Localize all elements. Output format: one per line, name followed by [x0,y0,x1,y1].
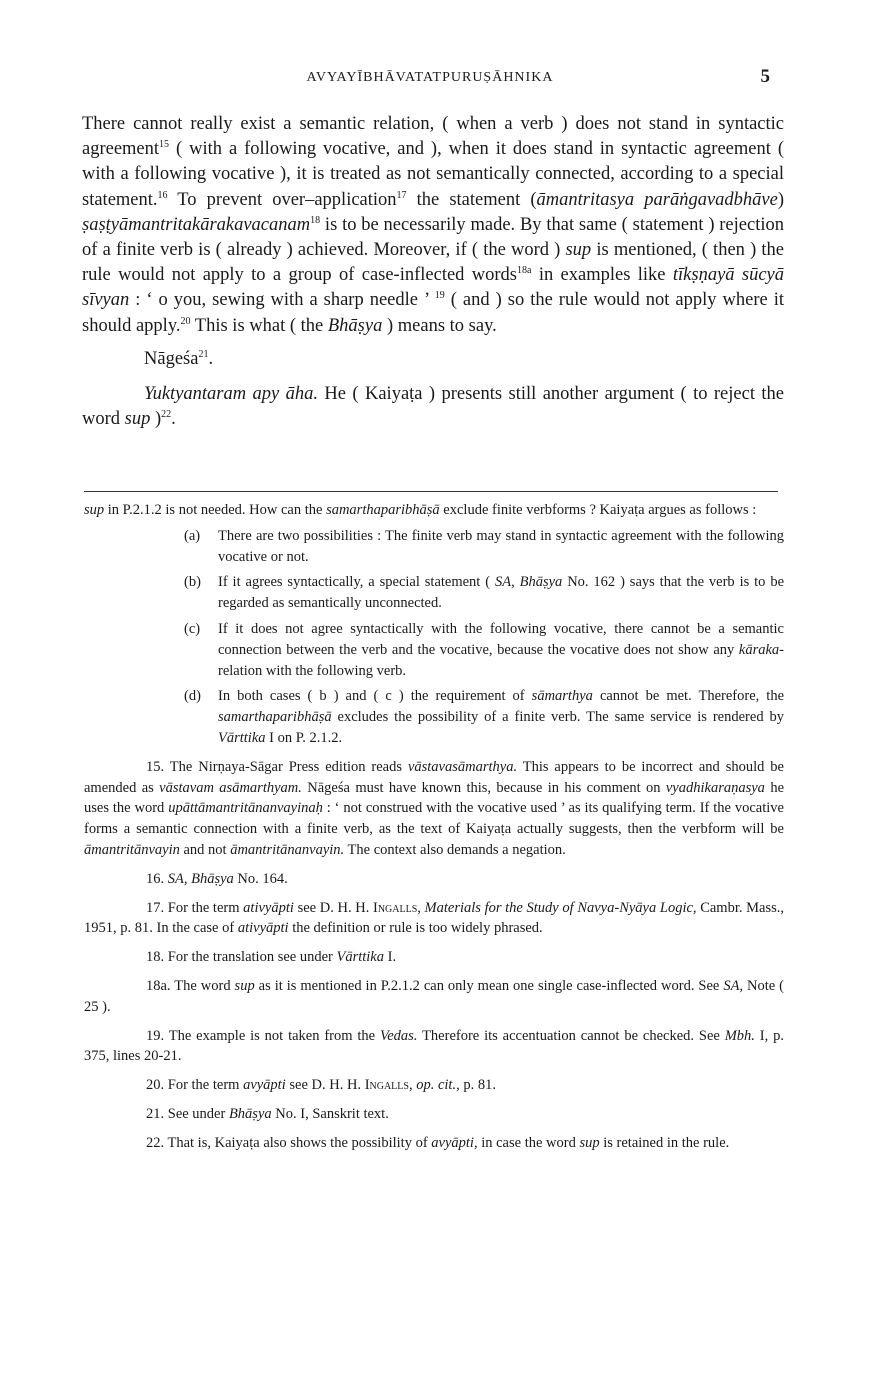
text-run: To prevent over–application [167,189,397,210]
sanskrit-term: sup [579,1134,600,1151]
sanskrit-term: sup [124,409,151,430]
reference-title: op. cit., [416,1077,460,1094]
text-run: No. 164. [233,870,288,887]
sanskrit-term: ativyāpti [237,920,289,937]
author-name: Ingalls [372,899,418,916]
text-run: in P.2.1.2 is not needed. How can the [104,502,327,518]
reference-title: SA, Bhāṣya [167,870,234,887]
text-run: He ( Kaiyaṭa ) presents still another argument ( to reject the word [82,384,784,430]
footnote-number: 16. [146,870,165,887]
sanskrit-term: tīkṣṇayā sūcyā sīvyan [82,265,784,311]
page-number: 5 [760,66,770,87]
sanskrit-term: ativyāpti [243,899,294,916]
sanskrit-term: sup [84,502,105,518]
sanskrit-term: sāmarthya [531,688,593,705]
footnotes [84,500,784,1154]
text-run: as it is mentioned in P.2.1.2 can only mean one single case-inflected word. See [254,977,724,994]
sanskrit-term: vyadhikaraṇasya [665,779,765,796]
footnote-16 [84,869,784,890]
text-run: see D. H. H. [285,1077,365,1094]
heading-text: Nāgeśa [144,348,199,369]
text-run: is mentioned, ( then ) the rule would not apply to a group of case-inflected words [82,240,784,286]
text-run: ) [150,409,162,430]
footnote-ref-21: 21 [198,348,209,360]
text-run: That is, Kaiyaṭa also shows the possibility of [164,1134,432,1151]
text-run: the statement ( [406,189,537,210]
text-run: The word [170,977,235,994]
footnote-number: 19. [146,1027,165,1044]
sanskrit-term: sup [565,240,592,261]
running-title: AVYAYĪBHĀVATATPURUṢĀHNIKA [306,70,554,85]
footnote-19 [84,1026,784,1068]
text-run: . [208,348,214,369]
reference-title: SA, Bhāṣya [494,574,563,591]
sanskrit-term: kāraka- [738,641,784,658]
footnote-ref-18: 18 [310,214,321,226]
list-item [184,686,784,748]
footnote-ref-20: 20 [180,315,191,327]
text-run: cannot be met. Therefore, the [592,688,785,705]
text-run: I. [384,949,397,966]
footnote-20 [84,1075,784,1096]
text-run: : ‘ not construed with the vocative used ’ as its qualifying term. If the vocative forms a semantic connection with a finite verb, as the text of Kaiyaṭa actually suggests, then the verbform will be [84,800,784,838]
footnote-15 [84,757,784,861]
reference-title: Materials for the Study of Navya-Nyāya Logic, [424,899,697,916]
text-run: This appears to be incorrect and should be amended as [84,758,784,796]
text-run: For the term [164,899,244,916]
footnote-number: 17. [146,899,165,916]
list-item [184,526,784,568]
sanskrit-term: Vārttika [218,729,266,746]
footnote-ref-17: 17 [396,189,407,201]
reference-title: Mbh. [724,1027,755,1044]
text-run: , [408,1077,417,1094]
footnote-ref-19: 19 [434,290,445,302]
text-run: , [417,899,425,916]
footnote-17 [84,898,784,940]
paragraph-commentary [82,382,784,432]
text-run: If it agrees syntactically, a special statement ( [218,574,495,591]
argument-list [84,526,784,749]
text-run: the definition or rule is too widely phrased. [288,920,543,937]
text-run: No. 162 ) says that the verb is to be regarded as semantically unconnected. [218,574,785,612]
footnote-number: 18. [146,949,165,966]
text-run: Note ( 25 ). [84,977,784,1015]
reference-title: SA, [723,977,744,994]
text-run: For the term [164,1077,244,1094]
main-text [82,112,784,432]
author-name: Ingalls [364,1077,409,1094]
text-run: Nāgeśa must have known this, because in his comment on [301,779,666,796]
text-run: For the translation see under [164,949,337,966]
text-run: in examples like [531,265,673,286]
list-label: (a) [184,527,201,544]
text-run: is retained in the rule. [599,1134,730,1151]
text-run: relation with the following verb. [218,662,407,679]
sanskrit-term: sup [234,977,255,994]
text-run: ) [777,189,784,210]
sanskrit-term: samarthaparibhāṣā [326,502,440,518]
footnote-ref-16: 16 [157,189,168,201]
text-run: Therefore its accentuation cannot be checked. See [417,1027,725,1044]
footnote-number: 22. [146,1134,165,1151]
sanskrit-term: avyāpti [243,1077,286,1094]
text-run: ) means to say. [382,315,497,336]
paragraph-translation [82,112,784,339]
text-run: . [171,409,176,430]
sanskrit-term: samarthaparibhāṣā [218,709,332,726]
footnote-18a [84,976,784,1018]
list-label: (b) [184,574,201,591]
footnote-number: 20. [146,1077,165,1094]
text-run: No. I, Sanskrit text. [271,1105,389,1122]
page-header [80,66,780,94]
text-run: This is what ( the [190,315,328,336]
footnote-18 [84,947,784,968]
list-label: (c) [184,620,201,637]
text-run: Cambr. Mass., 1951, p. 81. In the case of [84,899,785,937]
text-run: see D. H. H. [293,899,373,916]
sanskrit-term: āmantritānanvayin. [230,841,345,858]
text-run: If it does not agree syntactically with the following vocative, there cannot be a semantic connection between the verb and the vocative, because the vocative does not show any [218,620,784,658]
text-run: The example is not taken from the [164,1027,380,1044]
sanskrit-term: ṣaṣṭyāmantritakārakavacanam [82,214,311,235]
sanskrit-term: Vārttika [336,949,384,966]
footnote-21 [84,1104,784,1125]
text-run: excludes the possibility of a finite verb. The same service is rendered by [331,709,784,726]
text-run: ( and ) so the rule would not apply where it should apply. [82,290,784,336]
sanskrit-term: vāstavam asāmarthyam. [159,779,302,796]
list-item [184,619,784,681]
list-item [184,572,784,614]
sanskrit-term: Bhāṣya [327,315,383,336]
section-heading-nagesa [82,347,784,372]
sanskrit-quote: Yuktyantaram apy āha. [144,384,319,405]
text-run: he uses the word [84,779,784,817]
sanskrit-term: upāttāmantritānanvayinaḥ [168,800,323,817]
text-run: : ‘ o you, sewing with a sharp needle ’ [129,290,435,311]
text-run: The Nirṇaya-Sāgar Press edition reads [164,758,408,775]
text-run: In both cases ( b ) and ( c ) the requirement of [218,688,532,705]
sanskrit-term: avyāpti, [431,1134,478,1151]
footnote-divider [84,491,778,492]
list-label: (d) [184,688,201,705]
text-run: There cannot really exist a semantic relation, ( when a verb ) does not stand in syntactic agreement [82,114,784,160]
footnote-number: 15. [146,758,165,775]
text-run: in case the word [477,1134,580,1151]
footnote-continuation [84,500,784,521]
footnote-ref-18a: 18a [517,265,532,277]
footnote-22 [84,1133,784,1154]
text-run: ( with a following vocative, and ), when it does stand in syntactic agreement ( with a following vocative ), it is treated as not semantically connected, according to a special statement. [82,139,784,210]
text-run: I, p. 375, lines 20-21. [84,1027,784,1065]
footnote-number: 21. [146,1105,165,1122]
text-run: is to be necessarily made. By that same ( statement ) rejection of a finite verb is ( already ) achieved. Moreover, if ( the word ) [82,214,784,261]
text-run: and not [179,841,231,858]
text-run: There are two possibilities : The finite verb may stand in syntactic agreement with the following vocative or not. [218,527,784,565]
text-run: exclude finite verbforms ? Kaiyaṭa argues as follows : [439,502,757,518]
reference-title: Vedas. [380,1027,418,1044]
footnote-ref-22: 22 [161,409,172,421]
text-run: p. 81. [459,1077,496,1094]
reference-title: Bhāṣya [228,1105,272,1122]
text-run: I on P. 2.1.2. [265,729,343,746]
sanskrit-term: vāstavasāmarthya. [407,758,518,775]
footnote-number: 18a. [146,977,171,994]
sanskrit-term: āmantritasya parāṅgavadbhāve [536,189,778,210]
sanskrit-term: āmantritānvayin [84,841,180,858]
text-run: See under [164,1105,229,1122]
footnote-ref-15: 15 [159,139,170,151]
text-run: The context also demands a negation. [344,841,566,858]
